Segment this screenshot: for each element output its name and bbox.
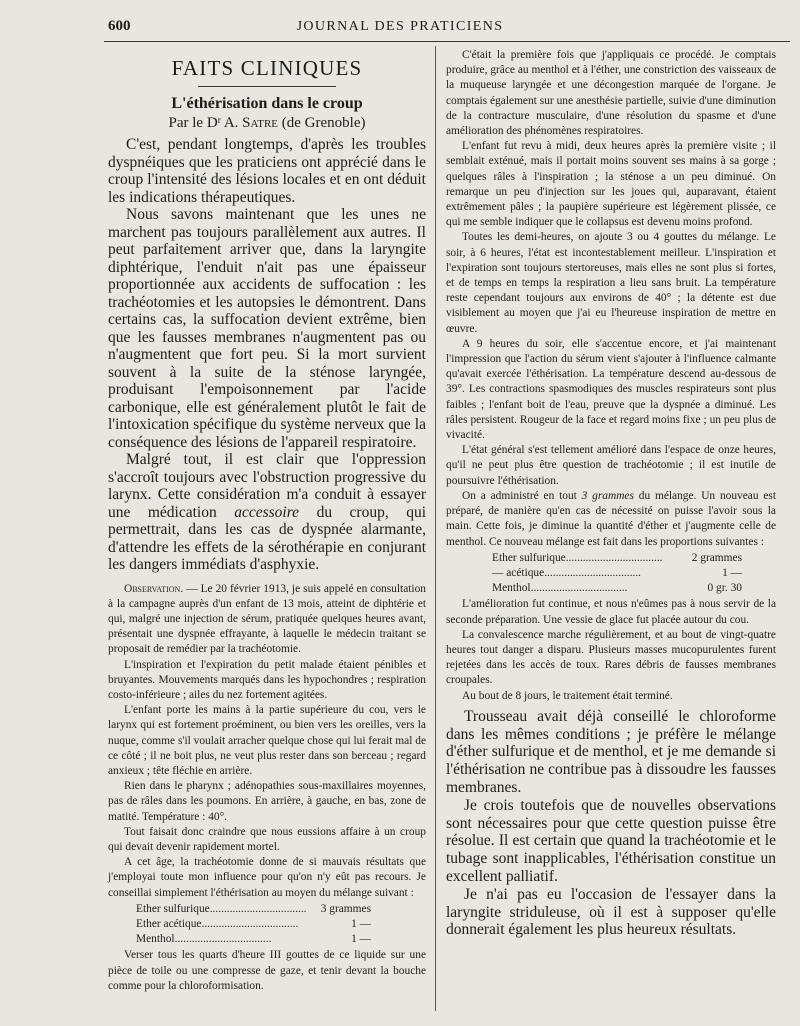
recipe-row <box>136 917 371 932</box>
paragraph: L'amélioration fut continue, et nous n'eûmes pas à nous servir de la seconde préparation. Une vessie de glace fut placée autour du cou. <box>446 598 776 626</box>
ingredient-qty: 1 — <box>351 917 371 930</box>
page-number: 600 <box>108 18 131 34</box>
ingredient-qty: 3 grammes <box>320 902 371 915</box>
header-rule <box>104 41 790 42</box>
right-column <box>446 48 776 939</box>
ingredient-qty: 1 — <box>722 566 742 579</box>
paragraph <box>108 451 426 574</box>
ingredient-qty: 1 — <box>351 933 371 946</box>
case-continuation <box>446 48 776 704</box>
author-name: Satre <box>242 115 279 131</box>
ingredient-qty: 0 gr. 30 <box>707 582 742 595</box>
observation-text <box>108 582 426 994</box>
recipe-row <box>136 932 371 947</box>
column-divider <box>435 46 436 1011</box>
paragraph: Verser tous les quarts d'heure III gouttes de ce liquide sur une pièce de toile ou une compresse de gaze, et tenir devant la bouche comme pour la chloroformisation. <box>108 949 426 992</box>
paragraph: Je n'ai pas eu l'occasion de l'essayer dans la laryngite striduleuse, où il est à supposer qu'elle donnerait également les plus heureux résultats. <box>446 885 776 939</box>
recipe-list <box>108 902 371 948</box>
conclusion-text <box>446 708 776 939</box>
ingredient-name: Ether sulfurique <box>136 902 210 915</box>
recipe-list <box>446 551 742 597</box>
recipe-row <box>492 581 742 596</box>
byline-suffix: (de Grenoble) <box>281 115 366 131</box>
ingredient-qty: 2 grammes <box>691 551 742 564</box>
italic-word: 3 grammes <box>581 489 634 502</box>
paragraph <box>446 489 776 550</box>
recipe-row <box>492 551 742 566</box>
paragraph: A 9 heures du soir, elle s'accentue encore, et j'ai maintenant l'impression que l'action du sérum vient s'ajouter à l'influence calmante qu'avait exercée l'éthérisation. La température descend au-dessous de 39°. Les contractions spasmodiques des muscles respirateurs sont plus faibles ; l'enfant boit de l'eau, preuve que la dyspnée a diminué. Les râles persistent. Rougeur de la face et regard moins fixe ; un peu plus de vivacité. <box>446 337 776 442</box>
paragraph: C'était la première fois que j'appliquais ce procédé. Je comptais produire, grâce au menthol et à l'éther, une constriction des vaisseaux de la muqueuse laryngée et une décongestion marquée de l'organe. Je comptais également sur une anesthésie partielle, suivie d'une diminution de la contracture musculaire, d'une résolution du spasme et d'une amélioration des phénomènes respiratoires. <box>446 49 776 138</box>
byline <box>108 115 426 132</box>
leader-dots: .................................. <box>209 902 307 915</box>
paragraph: L'enfant porte les mains à la partie supérieure du cou, vers le larynx qui est fortement proéminent, ou bien vers les oreilles, vers la nuque, comme s'il voulait arracher quelque chose qui lui ferait mal de ce côté ; il ne boit plus, ne veut plus rester dans son berceau ; regard anxieux ; tête fléchie en arrière. <box>108 704 426 777</box>
paragraph: L'état général s'est tellement amélioré dans l'espace de onze heures, qu'il ne peut plus être question de trachéotomie ; il est inutile de poursuivre l'éthérisation. <box>446 444 776 487</box>
ingredient-name: Menthol <box>136 933 175 946</box>
italic-word: accessoire <box>234 503 300 521</box>
paragraph: Tout faisait donc craindre que nous eussions affaire à un croup qui devait devenir rapidement mortel. <box>108 825 426 853</box>
ingredient-name: — acétique <box>492 566 545 579</box>
paragraph: Rien dans le pharynx ; adénopathies sous-maxillaires moyennes, pas de râles dans les poumons. En arrière, à gauche, en bas, zone de matité. Température : 40°. <box>108 780 426 823</box>
paragraph: Je crois toutefois que de nouvelles observations sont nécessaires pour que cette question puisse être résolue. Il est certain que quand la trachéotomie et le tubage sont inapplicables, l'éthérisation constitue un excellent palliatif. <box>446 796 776 885</box>
left-column <box>108 48 426 994</box>
text-run: du croup, qui permettrait, dans les cas de dyspnée alarmante, d'attendre les effets de la sérothérapie en conjurant les dangers immédiats d'asphyxie. <box>108 503 426 573</box>
paragraph: Nous savons maintenant que les unes ne marchent pas toujours parallèlement aux autres. Il peut parfaitement arriver que, dans la laryngite diphtérique, l'enduit n'ait pas une épaisseur proportionnée aux accidents de suffocation : les trachéotomies et les autopsies le démontrent. Dans certains cas, la suffocation devient extrême, bien que les fausses membranes n'augmentent pas ou n'augmentent que fort peu. Si la mort survient souvent à la suite de la sténose laryngée, produisant l'empoisonnement par l'acide carbonique, elle est généralement plutôt le fait de l'intoxication spécifique du système nerveux que la conséquence des lésions de l'appareil respiratoire. <box>108 206 426 451</box>
observation-paragraph <box>108 582 426 658</box>
recipe-row <box>136 902 371 917</box>
article-title: L'éthérisation dans le croup <box>171 95 363 112</box>
observation-label: Observation. <box>124 582 184 595</box>
leader-dots: .................................. <box>544 566 642 579</box>
leader-dots: .................................. <box>565 551 663 564</box>
paragraph: La convalescence marche régulièrement, et au bout de vingt-quatre heures tout danger a disparu. Plusieurs masses mucopurulentes furent rejetées dans les accès de toux. Rares débris de fausses membranes croupales. <box>446 628 776 687</box>
running-title: JOURNAL DES PRATICIENS <box>296 19 504 34</box>
byline-prefix: Par le Dʳ A. <box>168 115 239 131</box>
recipe-row <box>492 566 742 581</box>
leader-dots: .................................. <box>530 582 628 595</box>
paragraph: Au bout de 8 jours, le traitement était terminé. <box>462 689 673 702</box>
section-title: FAITS CLINIQUES <box>108 56 426 87</box>
intro-text <box>108 136 426 574</box>
paragraph: Toutes les demi-heures, on ajoute 3 ou 4 gouttes du mélange. Le soir, à 6 heures, l'état est incontestablement meilleur. L'inspiration et l'expiration sont toujours stertoreuses, mais elles ne sont plus si fortes, et de temps en temps la respiration a lieu sans bruit. La température reste cependant toujours aux environs de 40° ; la détente est due visiblement au moyen que j'ai eu l'heureuse inspiration de mettre en œuvre. <box>446 231 776 335</box>
text-run: On a administré en tout <box>462 489 577 502</box>
ingredient-name: Ether sulfurique <box>492 551 566 564</box>
paragraph: L'enfant fut revu à midi, deux heures après la première visite ; il semblait exténué, mais il portait moins souvent ses mains à sa gorge ; quelques râles à l'inspiration ; la sténose a un peu diminué. On remarque un peu d'injection sur les joues qui, auparavant, étaient extrêmement pâles ; la paupière supérieure est légèrement plissée, ce qui me semble indiquer que le collapsus est devenu moins profond. <box>446 140 776 229</box>
paragraph: A cet âge, la trachéotomie donne de si mauvais résultats que j'employai toute mon influence pour qu'on n'y eût pas recours. Je conseillai simplement l'éthérisation au moyen du mélange suivant : <box>108 856 426 899</box>
paragraph: Trousseau avait déjà conseillé le chloroforme dans les mêmes conditions ; je préfère le mélange d'éther sulfurique et de menthol, et je me demande si l'éthérisation ne contribue pas à dissoudre les fausses membranes. <box>446 707 776 796</box>
ingredient-name: Menthol <box>492 582 531 595</box>
text-run: Malgré tout, il est clair que l'oppression s'accroît toujours avec l'obstruction progressive du larynx. Cette considération m'a conduit à essayer une médication <box>108 451 426 521</box>
leader-dots: .................................. <box>174 933 272 946</box>
ingredient-name: Ether acétique <box>136 917 202 930</box>
text-run: — Le 20 février 1913, je suis appelé en consultation à la campagne auprès d'un enfant de 13 mois, atteint de diphtérie et qui, malgré une injection de sérum, pratiquée quelques heures avant, présentait une dyspnée effrayante, à laquelle le médecin traitant se proposait de remédier par la trachéotomie. <box>108 582 426 656</box>
leader-dots: .................................. <box>201 917 299 930</box>
paragraph: C'est, pendant longtemps, d'après les troubles dyspnéiques que les praticiens ont apprécié dans le croup l'intensité des lésions locales et en ont déduit les indications thérapeutiques. <box>108 136 426 206</box>
paragraph: L'inspiration et l'expiration du petit malade étaient pénibles et bruyantes. Mouvements marqués dans les hypochondres ; respiration costo-inférieure ; ailes du nez fortement agitées. <box>108 658 426 701</box>
text-run: du mélange. Un nouveau est préparé, de manière qu'en cas de nécessité on puisse l'avoir sous la main. Cette fois, je diminue la quantité d'éther et j'augmente celle de menthol. Ce nouveau mélange est fait dans les proportions suivantes : <box>446 489 777 548</box>
